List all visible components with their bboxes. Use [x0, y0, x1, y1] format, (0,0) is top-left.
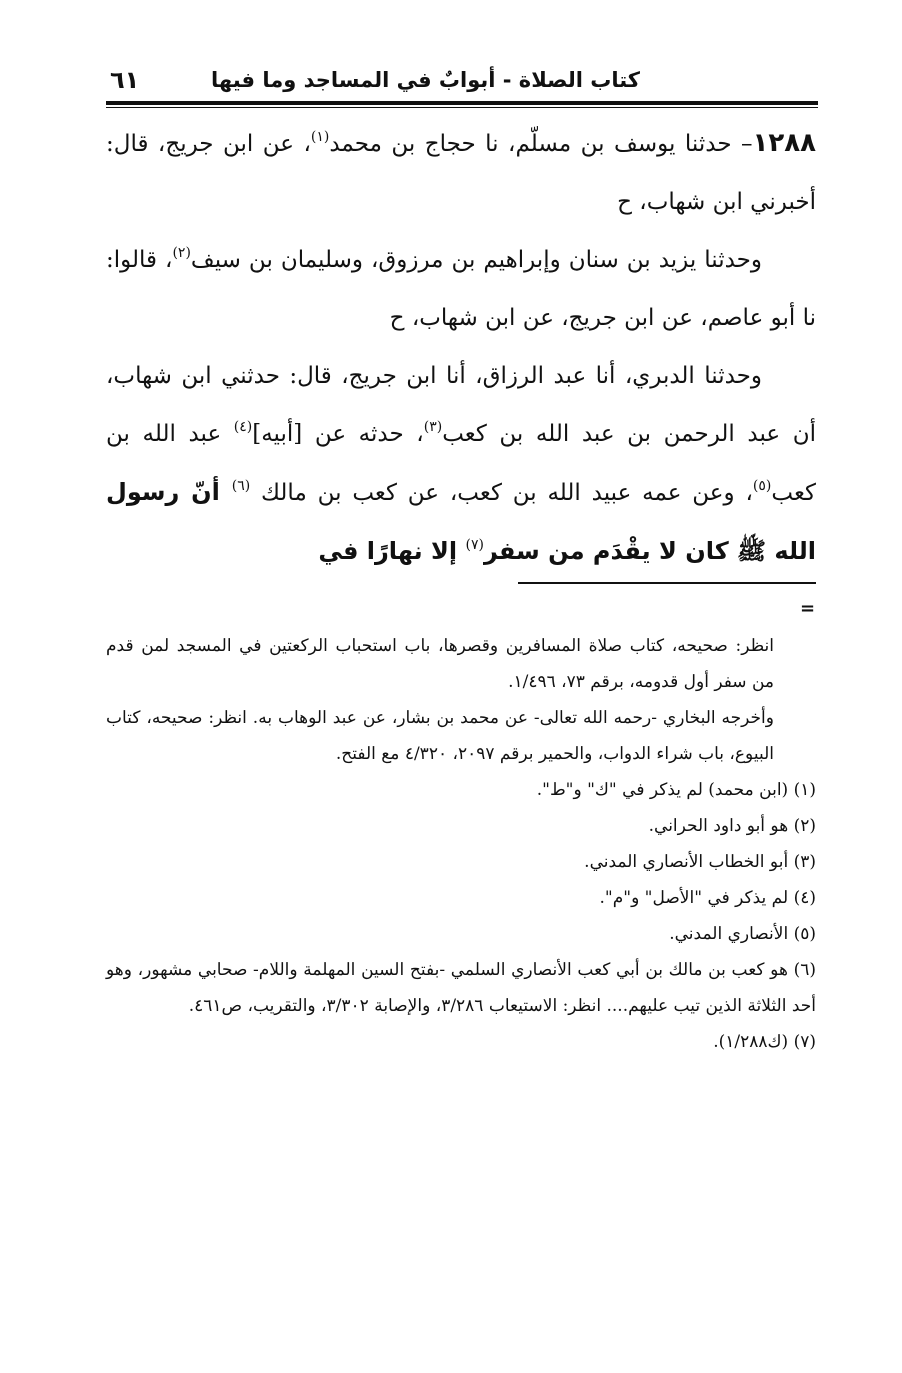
main-text — [106, 114, 816, 581]
footnote-1: (١) (ابن محمد) لم يذكر في "ك" و"ط". — [536, 780, 816, 800]
footnote-ref-1[interactable]: (١) — [310, 129, 330, 145]
isnad-text-3d: ، وعن عمه عبيد الله بن كعب، عن كعب بن مالك — [250, 480, 753, 506]
footnotes — [106, 628, 816, 1060]
footnote-ref-6[interactable]: (٦) — [231, 478, 251, 494]
header-title: كتاب الصلاة - أبوابٌ في المساجد وما فيها — [210, 68, 640, 92]
isnad-text-1b: ، عن ابن جريج، قال: أخبرني ابن شهاب، ح — [106, 131, 816, 215]
running-header — [106, 66, 816, 100]
footnote-ref-3[interactable]: (٣) — [423, 419, 443, 435]
footnote-continuation-2: وأخرجه البخاري -رحمه الله تعالى- عن محمد بن بشار، عن عبد الوهاب به. انظر: صحيحه، كتاب البيوع، باب شراء الدواب، والحمير برقم ٢٠٩٧، ٤/٣٢٠ مع الفتح. — [106, 708, 774, 764]
footnote-ref-5[interactable]: (٥) — [752, 478, 772, 494]
footnote-separator — [518, 582, 816, 584]
header-rule-thin — [106, 107, 818, 108]
matn-text-1: أنّ رسول الله ﷺ كان لا يقْدَم من سفر — [106, 478, 816, 565]
hadith-paragraph-1 — [106, 114, 816, 231]
isnad-text-2b: ، قالوا: نا أبو عاصم، عن ابن جريج، عن ابن شهاب، ح — [106, 247, 816, 331]
footnote-ref-4[interactable]: (٤) — [233, 419, 253, 435]
isnad-text-3c: عبد الله بن كعب — [106, 421, 816, 506]
page-number: ٦١ — [110, 66, 140, 94]
isnad-text-1: – حدثنا يوسف بن مسلّم، نا حجاج بن محمد — [329, 131, 753, 157]
footnote-3: (٣) أبو الخطاب الأنصاري المدني. — [584, 852, 816, 872]
footnote-ref-2[interactable]: (٢) — [172, 245, 191, 261]
footnote-continuation-1: انظر: صحيحه، كتاب صلاة المسافرين وقصرها، باب استحباب الركعتين في المسجد لمن قدم من سفر أول قدومه، برقم ٧٣، ١/٤٩٦. — [106, 636, 774, 692]
footnote-6: (٦) هو كعب بن مالك بن أبي كعب الأنصاري السلمي -بفتح السين المهلمة واللام- صحابي مشهور، وهو أحد الثلاثة الذين تيب عليهم.... انظر: الاستيعاب ٣/٢٨٦، والإصابة ٣/٣٠٢، والتقريب، ص٤٦١. — [106, 960, 816, 1016]
footnote-7: (٧) (ك١/٢٨٨). — [713, 1032, 816, 1052]
hadith-paragraph-3 — [106, 347, 816, 581]
hadith-paragraph-2 — [106, 231, 816, 347]
footnote-4: (٤) لم يذكر في "الأصل" و"م". — [599, 888, 816, 908]
isnad-text-3: وحدثنا الدبري، أنا عبد الرزاق، أنا ابن جريج، قال: حدثني ابن شهاب، أن عبد الرحمن بن عبد الله بن كعب — [106, 363, 816, 447]
footnote-2: (٢) هو أبو داود الحراني. — [648, 816, 816, 836]
header-rule — [106, 101, 818, 105]
footnote-5: (٥) الأنصاري المدني. — [669, 924, 816, 944]
hadith-number: ١٢٨٨ — [752, 128, 816, 158]
isnad-text-2: وحدثنا يزيد بن سنان وإبراهيم بن مرزوق، وسليمان بن سيف — [190, 247, 763, 273]
isnad-text-3b: ، حدثه عن [أبيه] — [252, 421, 424, 447]
matn-text-2: إلا نهارًا في — [318, 537, 466, 565]
continuation-mark: = — [800, 598, 816, 619]
footnote-ref-7[interactable]: (٧) — [465, 537, 484, 553]
